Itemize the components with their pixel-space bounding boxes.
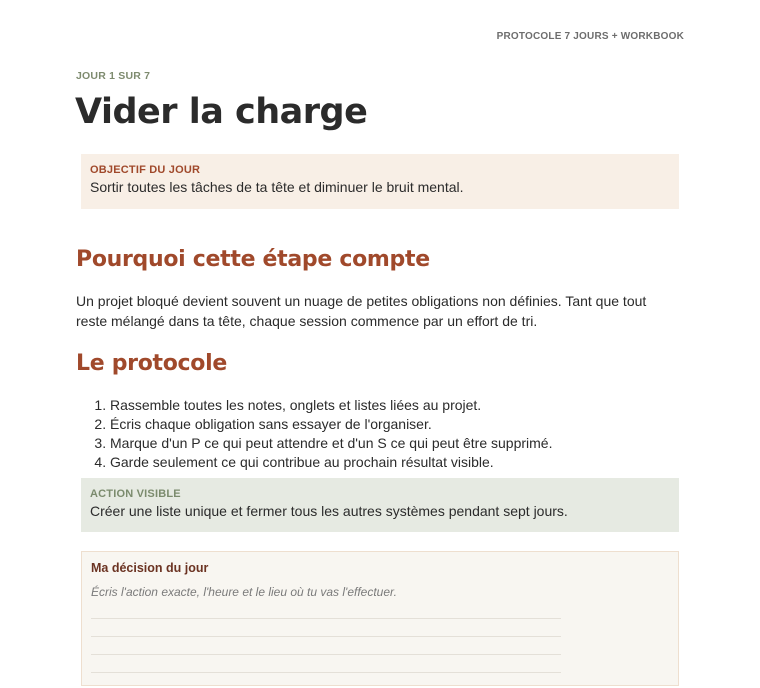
action-text: Créer une liste unique et fermer tous les autres systèmes pendant sept jours.: [90, 503, 568, 519]
protocol-steps: [76, 396, 552, 472]
protocol-step: 1. Rassemble toutes les notes, onglets et listes liées au projet.: [110, 396, 552, 415]
protocol-step: 4. Garde seulement ce qui contribue au prochain résultat visible.: [110, 453, 552, 472]
why-paragraph: Un projet bloqué devient souvent un nuage de petites obligations non définies. Tant que tout reste mélangé dans ta tête, chaque session commence par un effort de tri.: [76, 293, 647, 329]
writing-line[interactable]: [91, 654, 561, 655]
decision-box: [81, 551, 679, 686]
page-title: Vider la charge: [75, 92, 368, 132]
protocol-step: 2. Écris chaque obligation sans essayer de l'organiser.: [110, 415, 552, 434]
protocol-heading: Le protocole: [76, 351, 227, 376]
objective-label: OBJECTIF DU JOUR: [90, 164, 201, 176]
product-label: PROTOCOLE 7 JOURS + WORKBOOK: [496, 31, 684, 42]
objective-callout: [81, 154, 679, 209]
day-counter: JOUR 1 SUR 7: [76, 70, 151, 82]
objective-text: Sortir toutes les tâches de ta tête et diminuer le bruit mental.: [90, 179, 464, 195]
why-heading: Pourquoi cette étape compte: [76, 247, 430, 272]
action-callout: [81, 478, 679, 532]
protocol-step: 3. Marque d'un P ce qui peut attendre et d'un S ce qui peut être supprimé.: [110, 434, 552, 453]
writing-line[interactable]: [91, 618, 561, 619]
writing-line[interactable]: [91, 672, 561, 673]
action-label: ACTION VISIBLE: [90, 488, 181, 500]
decision-hint: Écris l'action exacte, l'heure et le lieu où tu vas l'effectuer.: [91, 585, 397, 599]
writing-line[interactable]: [91, 636, 561, 637]
decision-title: Ma décision du jour: [91, 561, 209, 575]
